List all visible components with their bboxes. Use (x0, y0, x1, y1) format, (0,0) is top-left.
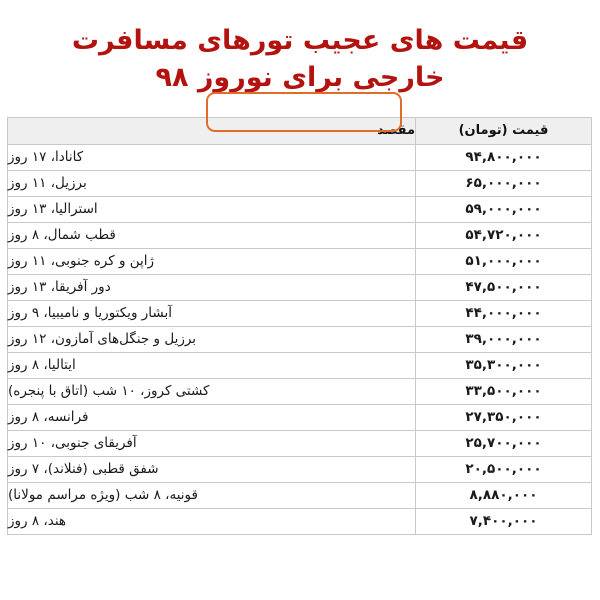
table-row (8, 352, 592, 378)
cell-price: ۵۹,۰۰۰,۰۰۰ (416, 196, 592, 222)
destination-text: ایتالیا، ۸ روز (8, 357, 76, 373)
annotation-mask (210, 94, 398, 116)
destination-text: قونیه، ۸ شب (ویژه مراسم مولانا) (8, 487, 198, 503)
cell-price: ۳۳,۵۰۰,۰۰۰ (416, 378, 592, 404)
table-row (8, 430, 592, 456)
tour-price-table (7, 117, 592, 535)
destination-text: کانادا، ۱۷ روز (8, 149, 84, 165)
cell-destination (8, 300, 416, 326)
cell-destination (8, 378, 416, 404)
table-header (8, 117, 592, 144)
table-row (8, 300, 592, 326)
cell-price: ۲۰,۵۰۰,۰۰۰ (416, 456, 592, 482)
cell-price: ۵۴,۷۲۰,۰۰۰ (416, 222, 592, 248)
table-row (8, 144, 592, 170)
cell-destination (8, 274, 416, 300)
table-header-row (8, 117, 592, 144)
price-table-container (8, 117, 592, 535)
cell-destination (8, 196, 416, 222)
page-title (0, 0, 600, 103)
table-row (8, 404, 592, 430)
cell-price: ۴۴,۰۰۰,۰۰۰ (416, 300, 592, 326)
destination-text: آفریقای جنوبی، ۱۰ روز (8, 435, 137, 451)
destination-text: قطب شمال، ۸ روز (8, 227, 116, 243)
destination-text: استرالیا، ۱۳ روز (8, 201, 98, 217)
cell-price: ۲۷,۳۵۰,۰۰۰ (416, 404, 592, 430)
destination-text: ژاپن و کره جنوبی، ۱۱ روز (8, 253, 155, 269)
table-row (8, 170, 592, 196)
destination-text: برزیل و جنگل‌های آمازون، ۱۲ روز (8, 331, 197, 347)
cell-destination (8, 352, 416, 378)
destination-text: برزیل، ۱۱ روز (8, 175, 87, 191)
title-line-1: قیمت های عجیب تورهای مسافرت (71, 25, 529, 56)
cell-price: ۳۹,۰۰۰,۰۰۰ (416, 326, 592, 352)
column-header-destination: مقصد (8, 117, 416, 144)
cell-price: ۳۵,۳۰۰,۰۰۰ (416, 352, 592, 378)
title-line-2: خارجی برای نوروز ۹۸ (155, 62, 445, 94)
table-row (8, 456, 592, 482)
table-row (8, 222, 592, 248)
destination-text: هند، ۸ روز (8, 513, 67, 529)
table-row (8, 326, 592, 352)
destination-text: آبشار ویکتوریا و نامیبیا، ۹ روز (8, 305, 172, 321)
cell-price: ۵۱,۰۰۰,۰۰۰ (416, 248, 592, 274)
cell-destination (8, 144, 416, 170)
cell-price: ۷,۴۰۰,۰۰۰ (416, 508, 592, 534)
column-header-price: قیمت (تومان) (416, 117, 592, 144)
cell-destination (8, 404, 416, 430)
table-row (8, 248, 592, 274)
table-row (8, 196, 592, 222)
destination-text: کشتی کروز، ۱۰ شب (اتاق با پنجره) (8, 383, 210, 399)
cell-destination (8, 326, 416, 352)
table-row (8, 508, 592, 534)
cell-price: ۲۵,۷۰۰,۰۰۰ (416, 430, 592, 456)
cell-destination (8, 508, 416, 534)
table-body (8, 144, 592, 534)
cell-destination (8, 248, 416, 274)
destination-text: دور آفریقا، ۱۳ روز (8, 279, 111, 295)
cell-price: ۶۵,۰۰۰,۰۰۰ (416, 170, 592, 196)
cell-price: ۴۷,۵۰۰,۰۰۰ (416, 274, 592, 300)
table-row (8, 274, 592, 300)
cell-destination (8, 170, 416, 196)
cell-destination (8, 430, 416, 456)
cell-price: ۹۴,۸۰۰,۰۰۰ (416, 144, 592, 170)
cell-destination (8, 456, 416, 482)
cell-destination (8, 222, 416, 248)
table-row (8, 482, 592, 508)
destination-text: شفق قطبی (فنلاند)، ۷ روز (8, 461, 159, 477)
cell-destination (8, 482, 416, 508)
cell-price: ۸,۸۸۰,۰۰۰ (416, 482, 592, 508)
table-row (8, 378, 592, 404)
destination-text: فرانسه، ۸ روز (8, 409, 89, 425)
